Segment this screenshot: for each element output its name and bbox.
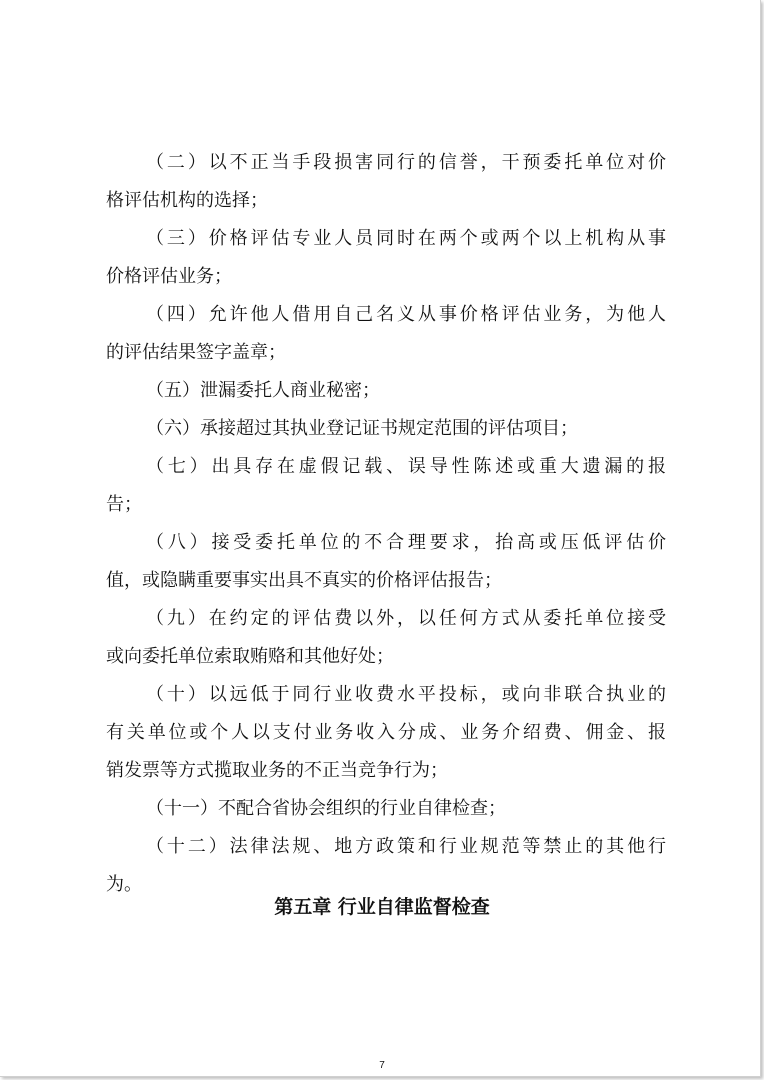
chapter-title: 第五章 行业自律监督检查 [274,896,490,918]
text-line: （五）泄漏委托人商业秘密； [146,380,380,401]
text-line: （七）出具存在虚假记载、误导性陈述或重大遗漏的报 [146,456,666,477]
text-line: 价格评估业务； [106,266,232,287]
text-line: （十一）不配合省协会组织的行业自律检查； [146,798,506,819]
page-number: 7 [379,1060,385,1071]
text-line: （二）以不正当手段损害同行的信誉，干预委托单位对价 [146,152,666,173]
text-line: 为。 [106,874,142,895]
text-line: 值，或隐瞒重要事实出具不真实的价格评估报告； [106,570,502,591]
text-line: （十二）法律法规、地方政策和行业规范等禁止的其他行 [146,836,666,857]
text-line: 有关单位或个人以支付业务收入分成、业务介绍费、佣金、报 [106,722,666,743]
text-line: （十）以远低于同行业收费水平投标，或向非联合执业的 [146,684,666,705]
text-line: 的评估结果签字盖章； [106,342,286,363]
text-line: （三）价格评估专业人员同时在两个或两个以上机构从事 [146,228,666,249]
text-line: 告； [106,494,142,515]
text-line: 格评估机构的选择； [106,190,268,211]
text-line: 销发票等方式揽取业务的不正当竞争行为； [106,760,448,781]
text-line: （八）接受委托单位的不合理要求，抬高或压低评估价 [146,532,666,553]
body-text [106,144,666,904]
text-line: （九）在约定的评估费以外，以任何方式从委托单位接受 [146,608,666,629]
text-line: （六）承接超过其执业登记证书规定范围的评估项目； [146,418,578,439]
text-line: 或向委托单位索取贿赂和其他好处； [106,646,394,667]
text-line: （四）允许他人借用自己名义从事价格评估业务，为他人 [146,304,666,325]
